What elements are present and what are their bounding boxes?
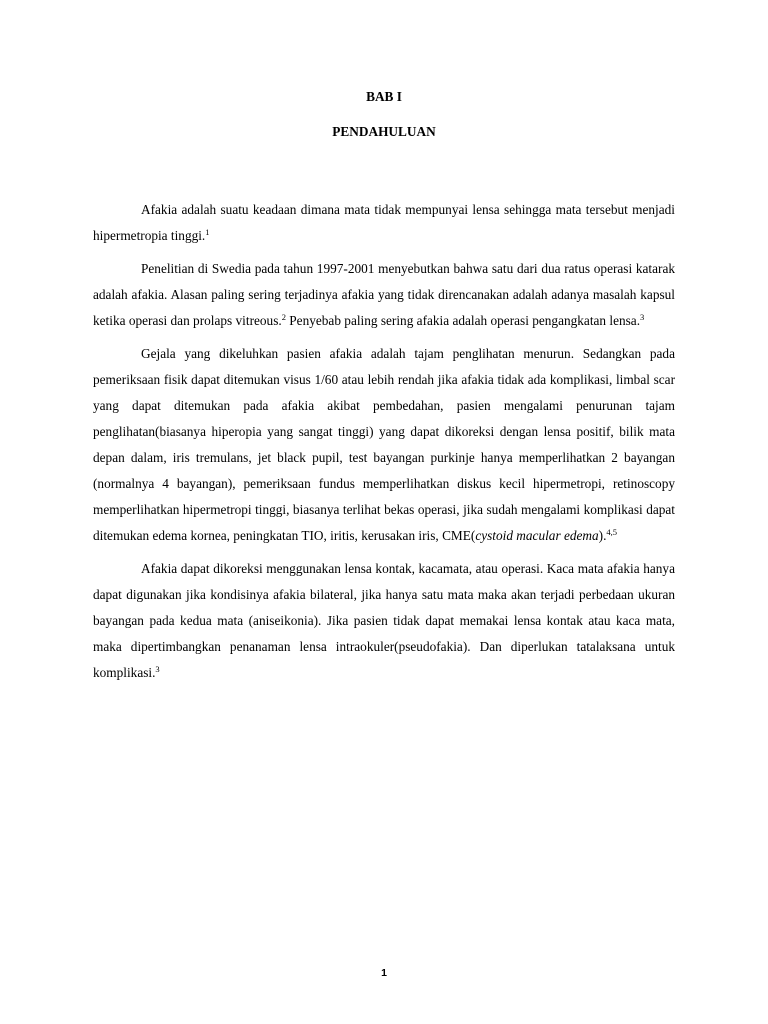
paragraph-3-text-end: ).: [598, 528, 607, 543]
paragraph-4: [93, 556, 675, 686]
paragraph-3: [93, 341, 675, 549]
citation-ref: 1: [205, 227, 210, 237]
paragraph-2: [93, 256, 675, 334]
paragraph-2-text-b: Penyebab paling sering afakia adalah operasi pengangkatan lensa.: [285, 313, 641, 328]
body-text: [93, 197, 675, 686]
paragraph-3-italic-term: cystoid macular edema: [475, 528, 599, 543]
paragraph-1-text: Afakia adalah suatu keadaan dimana mata tidak mempunyai lensa sehingga mata tersebut menjadi hipermetropia tinggi.: [93, 202, 675, 243]
paragraph-1: [93, 197, 675, 249]
citation-ref: 2: [281, 312, 286, 322]
chapter-title: PENDAHULUAN: [332, 124, 436, 139]
citation-ref: 4,5: [606, 527, 618, 537]
paragraph-2-text-a: Penelitian di Swedia pada tahun 1997-2001 menyebutkan bahwa satu dari dua ratus operasi katarak adalah afakia. Alasan paling sering terjadinya afakia yang tidak direncanakan adalah adanya masalah kapsul ketika operasi dan prolaps vitreous.: [93, 261, 675, 328]
page-number: 1: [381, 967, 387, 979]
paragraph-4-text: Afakia dapat dikoreksi menggunakan lensa kontak, kacamata, atau operasi. Kaca mata afakia hanya dapat digunakan jika kondisinya afakia bilateral, jika hanya satu mata maka akan terjadi perbedaan ukuran bayangan pada kedua mata (aniseikonia). Jika pasien tidak dapat memakai lensa kontak atau kaca mata, maka dipertimbangkan penanaman lensa intraokuler(pseudofakia). Dan diperlukan tatalaksana untuk komplikasi.: [93, 561, 675, 680]
citation-ref: 3: [155, 664, 160, 674]
chapter-heading: BAB I: [366, 89, 402, 104]
citation-ref: 3: [640, 312, 645, 322]
paragraph-3-text: Gejala yang dikeluhkan pasien afakia adalah tajam penglihatan menurun. Sedangkan pada pemeriksaan fisik dapat ditemukan visus 1/60 atau lebih rendah jika afakia tidak ada komplikasi, limbal scar yang dapat ditemukan pada afakia akibat pembedahan, pasien mengalami penurunan tajam penglihatan(biasanya hiperopia yang sangat tinggi) yang dapat dikoreksi dengan lensa positif, bilik mata depan dalam, iris tremulans, jet black pupil, test bayangan purkinje hanya memperlihatkan 2 bayangan (normalnya 4 bayangan), pemeriksaan fundus memperlihatkan diskus kecil hipermetropi, retinoscopy memperlihatkan hipermetropi tinggi, biasanya terlihat bekas operasi, jika sudah mengalami komplikasi dapat ditemukan edema kornea, peningkatan TIO, iritis, kerusakan iris, CME(: [93, 346, 675, 543]
